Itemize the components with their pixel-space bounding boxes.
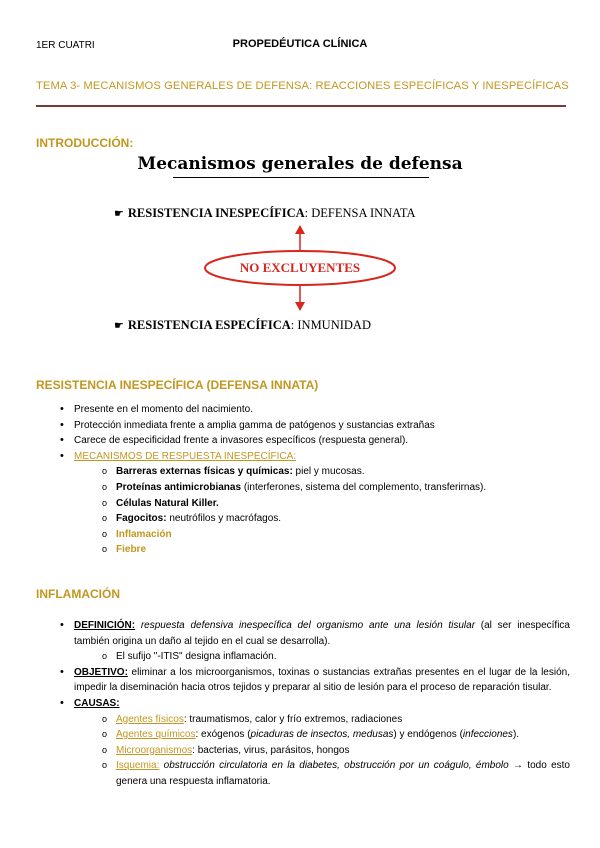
down-arrow-icon (295, 286, 305, 311)
defense-diagram (100, 150, 500, 340)
list-item: o El sufijo "-ITIS" designa inflamación. (74, 649, 570, 665)
topic-title: TEMA 3- MECANISMOS GENERALES DE DEFENSA: REACCIONES ESPECÍFICAS Y INESPECÍFICAS (36, 80, 569, 92)
cause-text: : exógenos ( (195, 729, 251, 741)
cause-italic: obstrucción circulatoria en la diabetes, obstrucción por un coágulo, émbolo (159, 760, 514, 772)
no-excluyentes-label: NO EXCLUYENTES (239, 260, 361, 275)
mechanisms-label: MECANISMOS DE RESPUESTA INESPECÍFICA: (74, 450, 297, 462)
mechanism-name: Proteínas antimicrobianas (116, 481, 242, 493)
mechanism-name: Barreras externas físicas y químicas: (116, 466, 293, 478)
list-item (74, 542, 570, 558)
intro-heading: INTRODUCCIÓN: (36, 136, 134, 150)
list-item (60, 696, 570, 790)
mechanisms-sublist (74, 464, 570, 558)
cause-label: Microorganismos (116, 744, 193, 756)
cause-text: ) y endógenos ( (393, 729, 463, 741)
cause-label: Isquemia: (116, 760, 160, 772)
mechanism-desc: neutrófilos y macrófagos. (166, 513, 282, 525)
mechanism-desc: (interferones, sistema del complemento, transferirnas). (241, 481, 487, 493)
mechanism-desc: piel y mucosas. (292, 466, 365, 478)
list-item (74, 712, 570, 728)
causes-sublist (74, 712, 570, 790)
specific-resistance-label: RESISTENCIA ESPECÍFICA (127, 318, 291, 332)
mechanism-name: Fagocitos: (116, 513, 167, 525)
causes-label: CAUSAS: (74, 697, 120, 709)
cause-text: ). (512, 729, 520, 741)
title-divider (36, 105, 566, 107)
cause-text: todo esto genera una respuesta inflamatoria. (116, 760, 570, 787)
list-item (74, 527, 570, 543)
cause-italic: picaduras de insectos, medusas (250, 729, 394, 741)
list-item: • Protección inmediata frente a amplia gamma de patógenos y sustancias extrañas (60, 418, 570, 434)
definition-label: DEFINICIÓN: (74, 620, 136, 631)
up-arrow-icon (295, 225, 305, 250)
inflammation-heading: INFLAMACIÓN (36, 587, 120, 601)
cause-label: Agentes físicos (116, 713, 184, 725)
cause-label: Agentes químicos (116, 729, 196, 741)
specific-resistance-desc: : INMUNIDAD (290, 318, 371, 332)
list-item (74, 727, 570, 743)
list-item (74, 496, 570, 512)
list-item (60, 665, 570, 696)
list-item: • Carece de especificidad frente a invasores específicos (respuesta general). (60, 433, 570, 449)
innate-resistance-desc: : DEFENSA INNATA (304, 206, 416, 220)
cause-italic: infecciones (462, 729, 513, 741)
pointing-hand-icon: ☛ (114, 320, 124, 332)
definition-sublist (74, 649, 570, 665)
list-item (60, 618, 570, 665)
list-item (74, 758, 570, 789)
pointing-hand-icon: ☛ (114, 208, 124, 220)
objective-text: eliminar a los microorganismos, toxinas o sustancias extrañas presentes en el lugar de la lesión, impedir la diseminación hacia otros tejidos y preparar al sitio de lesión para el proceso de reparación tisular. (74, 666, 570, 694)
definition-rest: (al ser inespecífica también origina un daño al tejido en el cual se desarrolla). (74, 620, 570, 647)
right-arrow-icon: → (513, 760, 524, 772)
cause-text: : traumatismos, calor y frío extremos, radiaciones (183, 713, 403, 725)
list-item (74, 743, 570, 759)
specific-resistance-row (114, 318, 371, 333)
cause-text: : bacterias, virus, parásitos, hongos (192, 744, 350, 756)
innate-list (60, 402, 570, 558)
list-item: • Presente en el momento del nacimiento. (60, 402, 570, 418)
mechanism-name: Fiebre (116, 544, 147, 556)
innate-heading: RESISTENCIA INESPECÍFICA (DEFENSA INNATA) (36, 378, 319, 392)
header-course: PROPEDÉUTICA CLÍNICA (232, 38, 368, 50)
mechanism-name: Inflamación (116, 528, 172, 540)
header-term: 1ER CUATRI (36, 40, 95, 51)
objective-label: OBJETIVO: (74, 666, 128, 678)
mechanism-name: Células Natural Killer. (116, 497, 219, 509)
list-item (74, 511, 570, 527)
list-item (74, 480, 570, 496)
diagram-arrows (100, 150, 500, 340)
innate-resistance-label: RESISTENCIA INESPECÍFICA (127, 206, 305, 220)
diagram-title: Mecanismos generales de defensa (137, 154, 463, 174)
list-item (60, 449, 570, 558)
inflammation-list (60, 618, 570, 790)
list-item (74, 464, 570, 480)
definition-italic: respuesta defensiva inespecífica del organismo ante una lesión tisular (135, 620, 476, 631)
